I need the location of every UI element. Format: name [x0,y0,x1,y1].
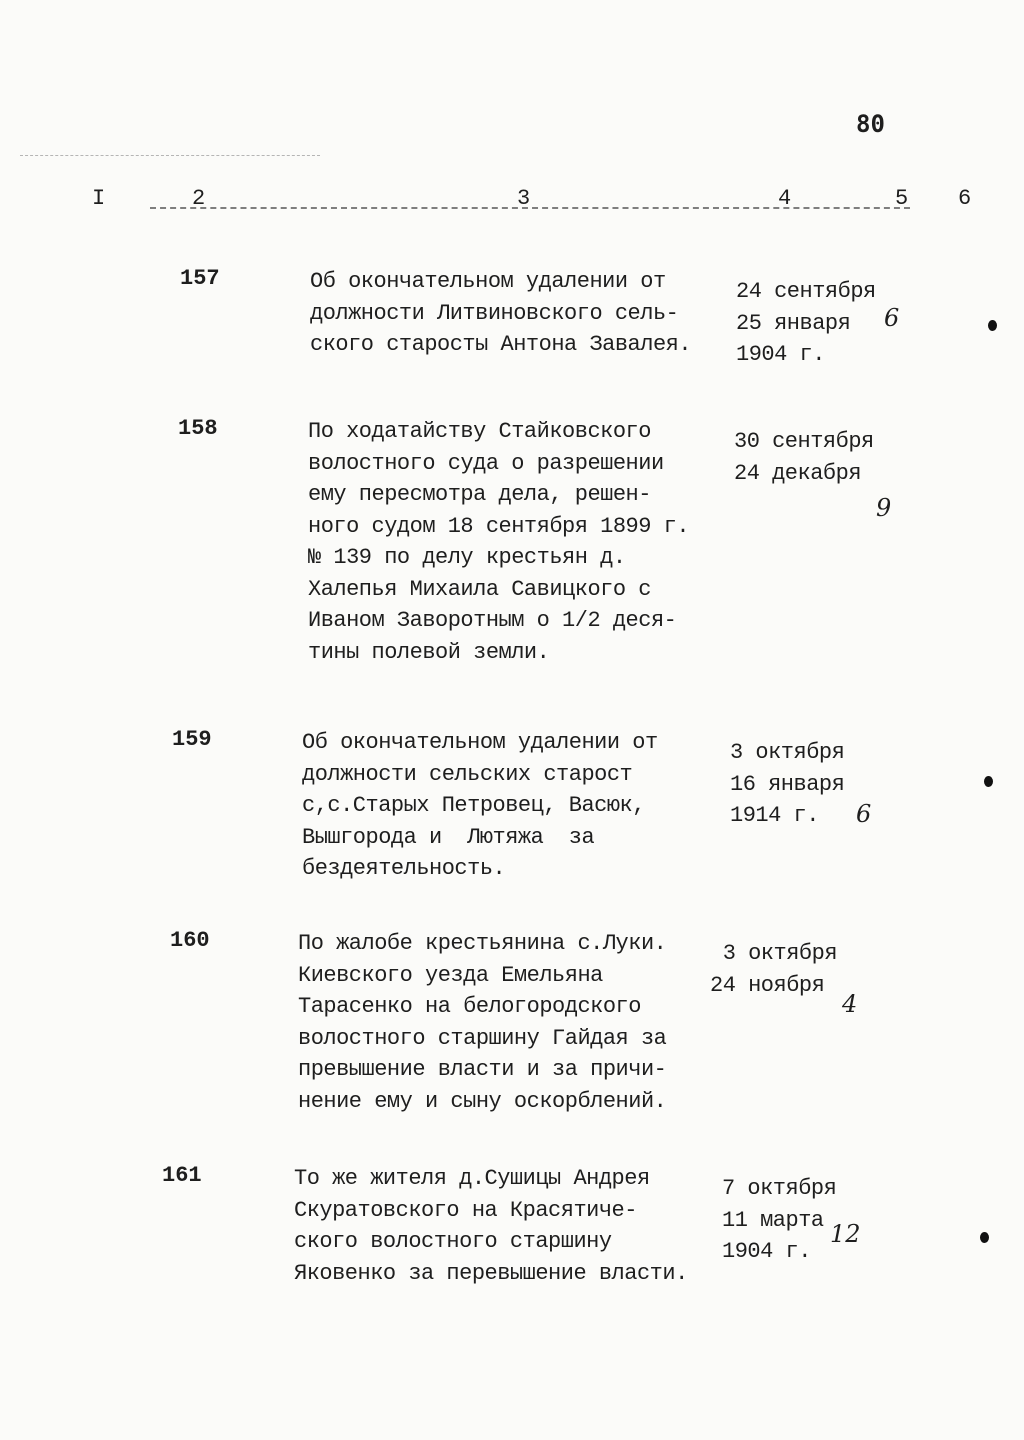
entry-text-line: Об окончательном удалении от [302,730,658,755]
punch-hole-mark [984,776,993,787]
entry-date-line: 1904 г. [722,1239,811,1264]
entry-number: 157 [180,266,220,291]
column-header-1: I [92,186,106,211]
sheet-count: 12 [830,1220,861,1248]
entry-date-line: 24 ноября [710,972,825,998]
sheet-count: 4 [842,990,858,1018]
entry-text-line: тины полевой земли. [308,639,550,665]
entry-text-line: ского волостного старшину [294,1229,612,1254]
entry-date-line: 11 марта [722,1207,824,1233]
entry-text-line: волостного старшину Гайдая за [298,1025,667,1051]
entry-text-line: Халепья Михаила Савицкого с [308,576,651,602]
entry-text-line: бездеятельность. [302,856,506,881]
column-header-6: 6 [958,186,972,211]
sheet-count: 6 [856,800,872,828]
punch-hole-mark [980,1232,989,1243]
column-header-3: 3 [517,186,531,211]
header-rule [150,207,910,209]
entry-date-line: 3 октября [730,740,845,765]
page-number: 80 [856,110,885,138]
entry-text-line: ского старосты Антона Завалея. [310,332,692,357]
entry-number: 160 [170,928,210,953]
entry-date-line: 1904 г. [736,342,825,367]
entry-text-line: По жалобе крестьянина с.Луки. [298,931,667,956]
entry-date-line: 16 января [730,771,845,797]
entry-text-line: с,с.Старых Петровец, Васюк, [302,793,645,818]
entry-text-line: Иваном Заворотным о 1/2 деся- [308,608,677,633]
entry-number: 159 [172,727,212,752]
entry-text-line: ного судом 18 сентября 1899 г. [308,513,690,539]
entry-text-line: ему пересмотра дела, решен- [308,482,651,507]
entry-text-line: нение ему и сыну оскорблений. [298,1088,667,1114]
entry-date-line: 24 декабря [734,460,862,486]
entry-text-line: № 139 по делу крестьян д. [308,545,626,570]
entry-text-line: То же жителя д.Сушицы Андрея [294,1166,650,1191]
column-header-5: 5 [895,186,909,211]
entry-number: 161 [162,1163,202,1188]
entry-date-line: 30 сентября [734,429,874,454]
entry-date-line: 24 сентября [736,279,876,304]
entry-text-line: Тарасенко на белогородского [298,994,641,1019]
column-header-2: 2 [192,186,206,211]
entry-text-line: Об окончательном удалении от [310,269,666,294]
entry-text-line: Яковенко за перевышение власти. [294,1260,688,1286]
punch-hole-mark [988,320,997,331]
column-header-4: 4 [778,186,792,211]
entry-text-line: По ходатайству Стайковского [308,419,651,444]
entry-text-line: Вышгорода и Лютяжа за [302,824,595,850]
sheet-count: 9 [876,494,892,522]
entry-text-line: Скуратовского на Красятиче- [294,1197,637,1223]
entry-date-line: 25 января [736,310,851,336]
entry-text-line: Киевского уезда Емельяна [298,962,603,988]
entry-number: 158 [178,416,218,441]
entry-text-line: превышение власти и за причи- [298,1057,667,1082]
entry-text-line: должности сельских старост [302,761,633,787]
entry-date-line: 3 октября [710,941,838,966]
entry-text-line: должности Литвиновского сель- [310,300,679,326]
sheet-count: 6 [884,304,900,332]
entry-date-line: 7 октября [722,1176,837,1201]
entry-text-line: волостного суда о разрешении [308,450,664,476]
entry-date-line: 1914 г. [730,803,819,828]
divider [20,155,320,156]
